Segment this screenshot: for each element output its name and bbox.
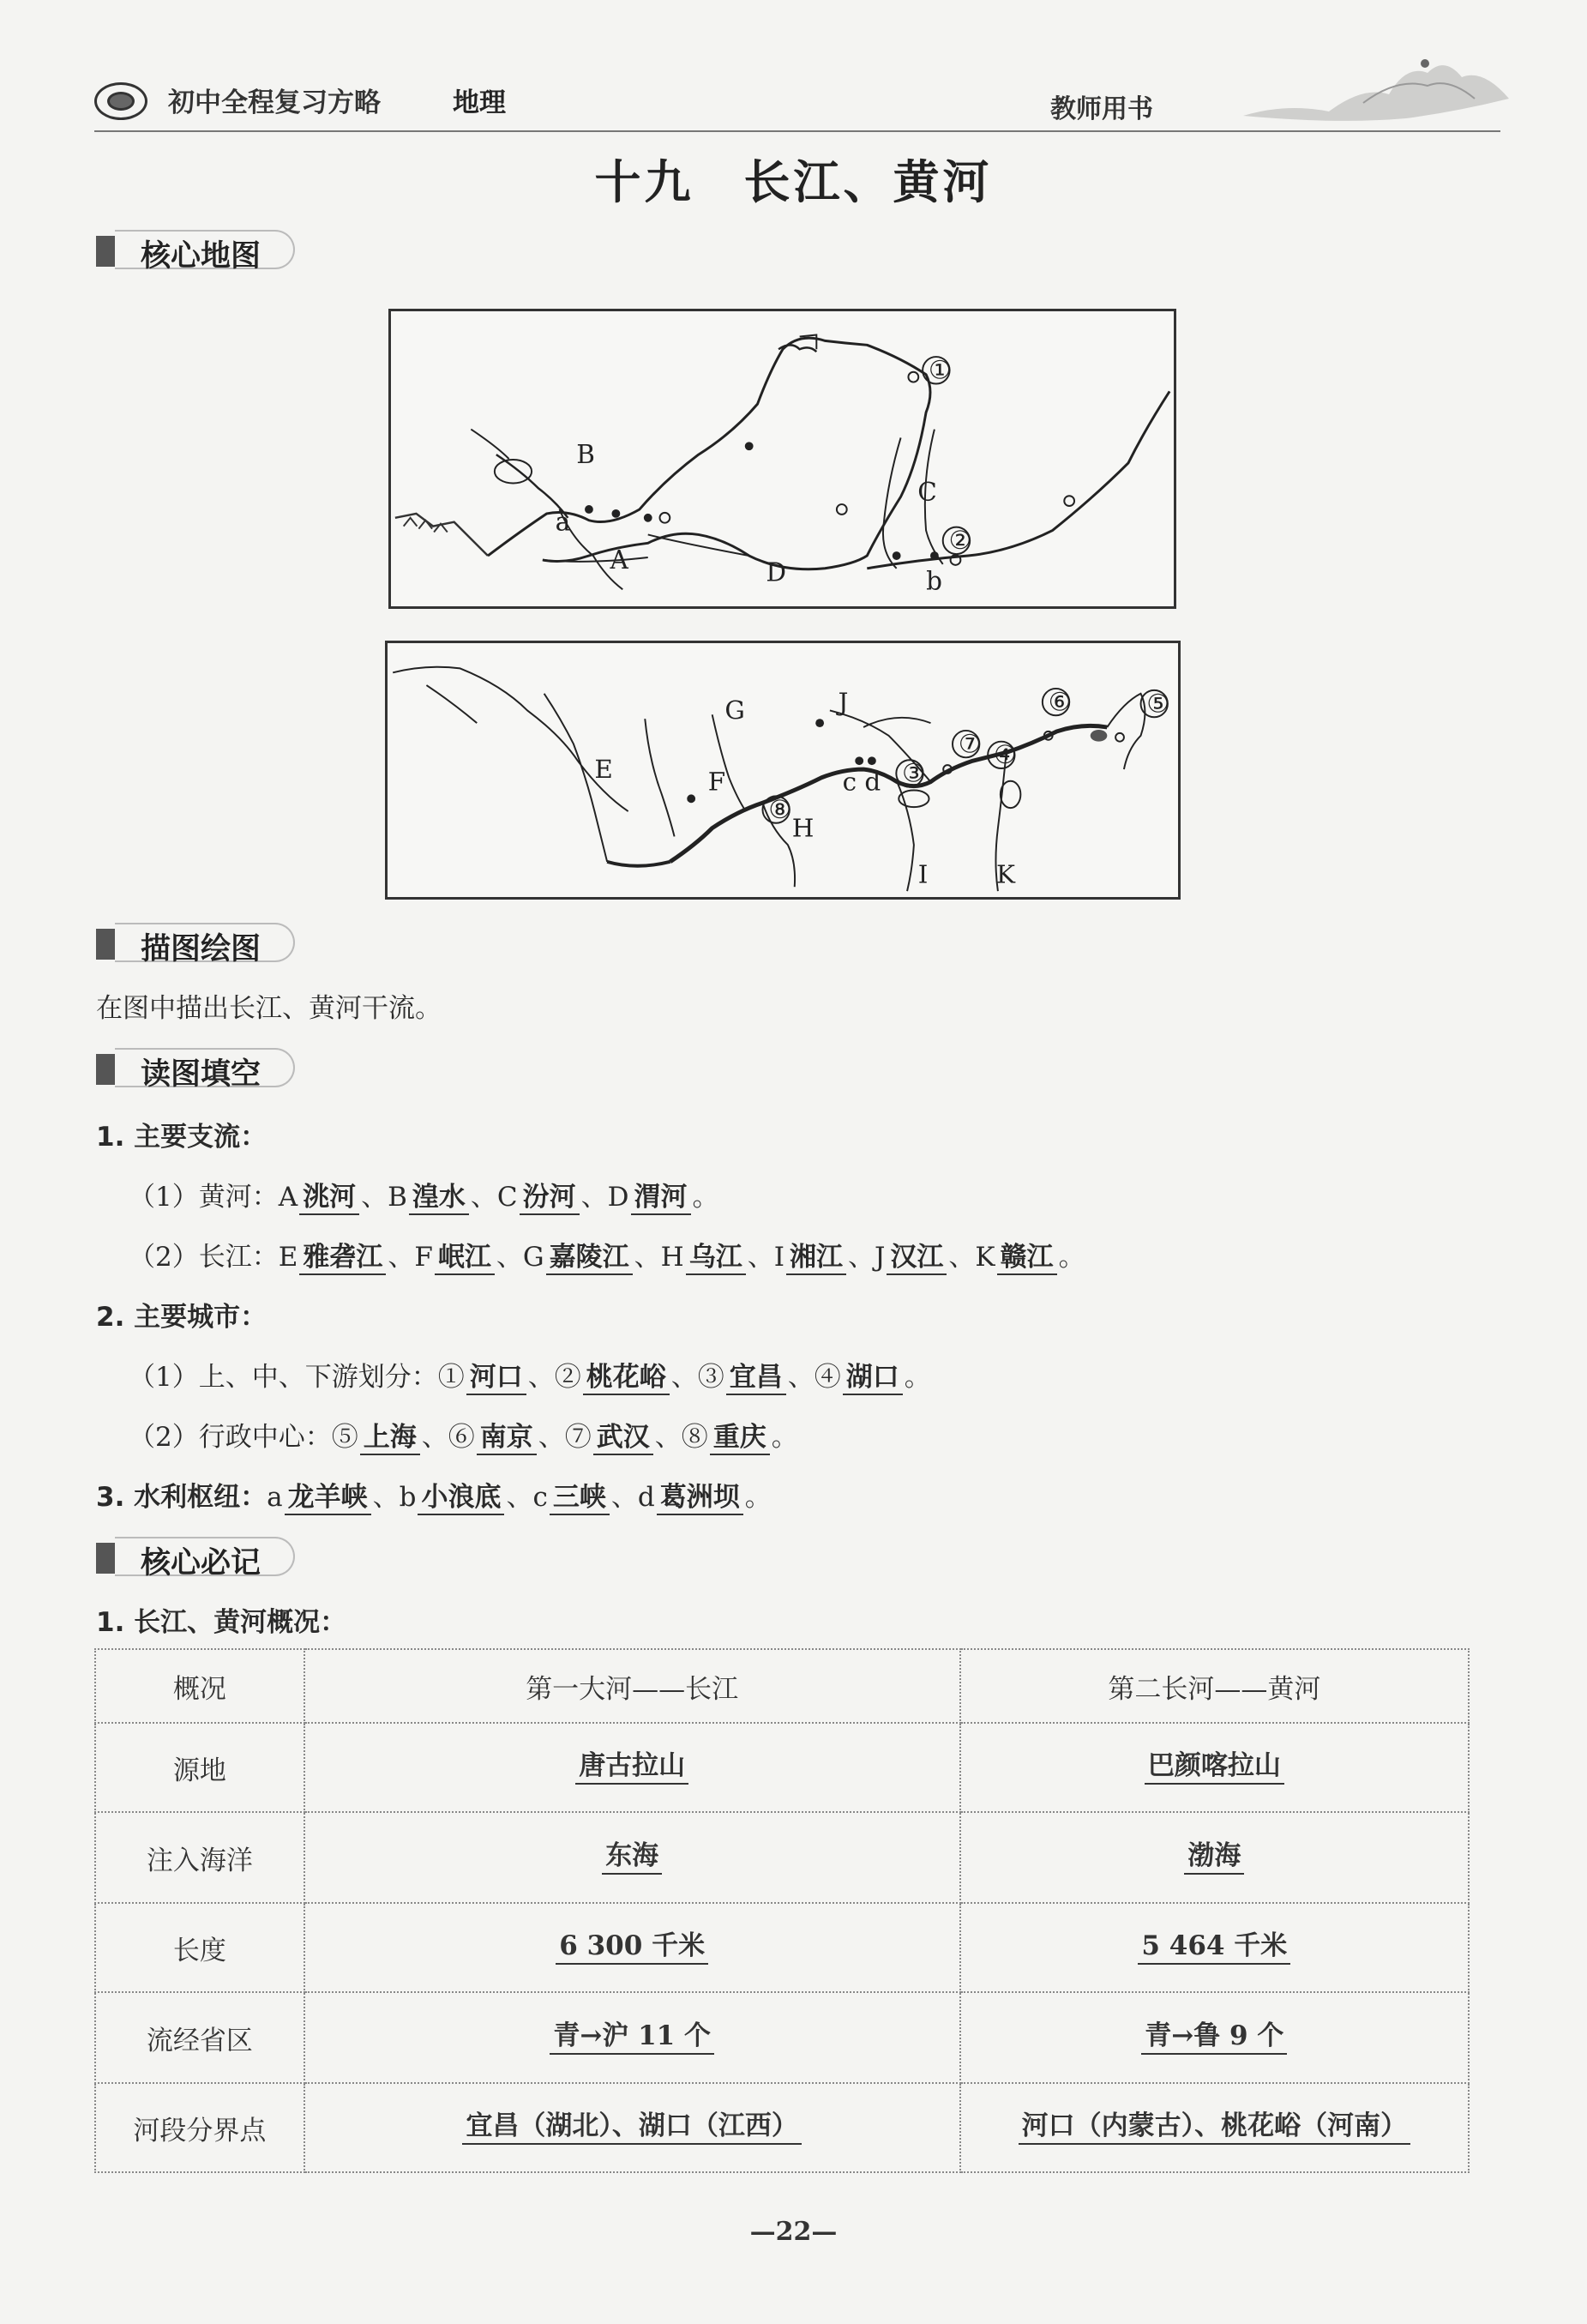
answer-marker: K [975,1242,995,1273]
map2-label-cd: c d [842,767,881,797]
q3-items [267,1482,772,1513]
map2-label-F: F [707,767,726,797]
section-read-fill [96,1048,302,1092]
answer-marker: G [522,1242,544,1273]
answer-blank: 雅砻江 [299,1243,386,1275]
q1-huanghe-line [129,1175,719,1215]
answer-blank: 嘉陵江 [546,1243,633,1275]
table-row [95,1992,1469,2083]
q3-line [96,1475,772,1515]
answer-blank: 三峡 [550,1483,610,1515]
separator: 、 [787,1362,815,1393]
separator: 、 [388,1242,415,1273]
header-divider [94,130,1500,132]
answer-blank: 洮河 [299,1183,359,1215]
map1-label-two: ② [948,526,972,556]
answer-marker: ② [554,1362,581,1393]
table-header-cell: 第一大河——长江 [304,1649,960,1723]
answer-marker: A [278,1182,298,1213]
separator: 、 [421,1422,448,1453]
yangtze-river-map [385,641,1181,900]
memory-title: 1. 长江、黄河概况： [96,1607,347,1638]
separator: 、 [670,1362,698,1393]
table-cell: 6 300 千米 [556,1930,708,1964]
yellow-river-map-svg [391,311,1174,606]
table-cell: 5 464 千米 [1138,1930,1290,1964]
answer-blank: 河口 [466,1363,526,1395]
table-cell: 巴颜喀拉山 [1145,1750,1284,1784]
mountain-decoration-icon [1235,51,1518,137]
table-row-label: 长度 [95,1903,304,1992]
separator: 、 [506,1482,533,1513]
separator: 。 [692,1182,719,1213]
answer-marker: ⑤ [331,1422,358,1453]
table-cell: 渤海 [1184,1840,1244,1874]
answer-blank: 龙羊峡 [285,1483,371,1515]
map1-label-C: C [917,478,937,508]
map2-label-H: H [791,813,815,843]
table-cell: 青→沪 11 个 [550,2020,714,2054]
separator: 、 [847,1242,875,1273]
answer-blank: 桃花峪 [583,1363,670,1395]
answer-blank: 宜昌 [726,1363,786,1395]
map1-label-B: B [576,439,595,469]
q2-division-line [129,1355,931,1395]
q2-division-prefix: （1）上、中、下游划分： [129,1362,438,1393]
answer-marker: c [532,1482,548,1513]
table-row-label: 流经省区 [95,1992,304,2083]
q1-huanghe-items [279,1182,719,1213]
section-draw-map [96,923,302,966]
map1-label-one: ① [929,355,952,385]
answer-marker: ① [437,1362,465,1393]
page-title: 十九 长江、黄河 [594,154,993,209]
separator: 。 [744,1482,772,1513]
separator: 、 [372,1482,400,1513]
answer-marker: ⑧ [681,1422,708,1453]
separator: 、 [948,1242,976,1273]
map1-label-D: D [766,557,786,587]
table-row-label: 河段分界点 [95,2083,304,2172]
section-core-map [96,230,302,274]
q1-changjiang-prefix: （2）长江： [129,1242,279,1273]
table-header-cell: 第二长河——黄河 [960,1649,1469,1723]
separator: 、 [470,1182,497,1213]
answer-blank: 湖口 [843,1363,903,1395]
answer-blank: 南京 [477,1423,537,1455]
answer-marker: ⑦ [564,1422,592,1453]
q2-admin-items [332,1422,798,1453]
publisher-logo-icon [94,82,147,120]
answer-blank: 汾河 [520,1183,580,1215]
answer-blank: 赣江 [997,1243,1057,1275]
map2-label-four: ④ [994,740,1017,770]
separator: 、 [654,1422,682,1453]
map2-label-G: G [724,695,745,725]
page-number: —22— [749,2217,838,2247]
table-cell: 唐古拉山 [575,1750,688,1784]
separator: 、 [747,1242,774,1273]
edition-label: 教师用书 [1050,94,1153,124]
answer-blank: 汉江 [887,1243,947,1275]
answer-marker: H [660,1242,684,1273]
separator: 、 [610,1482,638,1513]
separator: 、 [538,1422,565,1453]
answer-blank: 渭河 [631,1183,691,1215]
answer-blank: 湟水 [409,1183,469,1215]
book-title: 初中全程复习方略 [168,87,381,118]
map2-label-J: J [838,687,849,717]
answer-blank: 上海 [360,1423,420,1455]
q1-changjiang-items [279,1242,1085,1273]
separator: 、 [496,1242,523,1273]
separator: 、 [634,1242,661,1273]
section-core-memory [96,1537,302,1580]
section-label: 核心地图 [141,239,261,274]
section-label: 描图绘图 [141,932,261,966]
answer-blank: 湘江 [786,1243,846,1275]
answer-marker: ③ [697,1362,724,1393]
answer-marker: J [874,1242,886,1273]
answer-marker: D [607,1182,629,1213]
map1-label-a: a [555,507,571,537]
answer-blank: 岷江 [435,1243,495,1275]
table-row [95,1812,1469,1903]
separator: 、 [527,1362,555,1393]
answer-marker: E [278,1242,298,1273]
map2-label-I: I [917,859,929,889]
answer-marker: B [388,1182,407,1213]
answer-marker: b [399,1482,417,1513]
subject-label: 地理 [453,87,506,118]
q1-changjiang-line [129,1235,1085,1275]
q3-title: 3. 水利枢纽： [96,1482,268,1513]
map1-label-b: b [926,566,942,596]
q1-huanghe-prefix: （1）黄河： [129,1182,279,1213]
answer-blank: 葛洲坝 [657,1483,743,1515]
map2-label-three: ③ [902,758,925,788]
answer-marker: I [773,1242,784,1273]
answer-marker: ④ [814,1362,841,1393]
table-row [95,1723,1469,1812]
map1-label-A: A [610,545,628,575]
q2-admin-prefix: （2）行政中心： [129,1422,332,1453]
yangtze-river-map-svg [388,643,1178,897]
answer-marker: C [496,1182,518,1213]
table-header-row [95,1649,1469,1723]
separator: 。 [1058,1242,1085,1273]
answer-blank: 武汉 [593,1423,653,1455]
table-cell: 河口（内蒙古）、桃花峪（河南） [1019,2110,1411,2144]
answer-blank: 乌江 [686,1243,746,1275]
section-label: 读图填空 [141,1057,261,1092]
draw-instruction: 在图中描出长江、黄河干流。 [96,993,442,1024]
table-cell: 东海 [602,1840,662,1874]
q2-admin-line [129,1415,798,1455]
table-row [95,2083,1469,2172]
answer-blank: 小浪底 [418,1483,504,1515]
table-row-label: 源地 [95,1723,304,1812]
separator: 。 [771,1422,798,1453]
q2-division-items [438,1362,931,1393]
answer-blank: 重庆 [710,1423,770,1455]
table-cell: 宜昌（湖北）、湖口（江西） [462,2110,802,2144]
separator: 、 [361,1182,388,1213]
separator: 、 [580,1182,608,1213]
table-cell: 青→鲁 9 个 [1141,2020,1287,2054]
table-row-label: 注入海洋 [95,1812,304,1903]
map2-label-K: K [995,859,1015,889]
answer-marker: d [637,1482,655,1513]
table-row [95,1903,1469,1992]
table-header-cell: 概况 [95,1649,304,1723]
answer-marker: a [267,1482,283,1513]
section-label: 核心必记 [141,1546,261,1580]
answer-marker: ⑥ [448,1422,475,1453]
yellow-river-map [388,309,1176,609]
map2-label-six: ⑥ [1048,687,1072,717]
map2-label-five: ⑤ [1146,689,1169,719]
separator: 。 [904,1362,931,1393]
q1-title: 1. 主要支流： [96,1122,268,1153]
rivers-overview-table [94,1648,1470,2173]
answer-marker: F [414,1242,433,1273]
map2-label-eight: ⑧ [768,794,791,824]
map2-label-seven: ⑦ [958,729,982,759]
q2-title: 2. 主要城市： [96,1302,268,1333]
map2-label-E: E [594,754,613,784]
